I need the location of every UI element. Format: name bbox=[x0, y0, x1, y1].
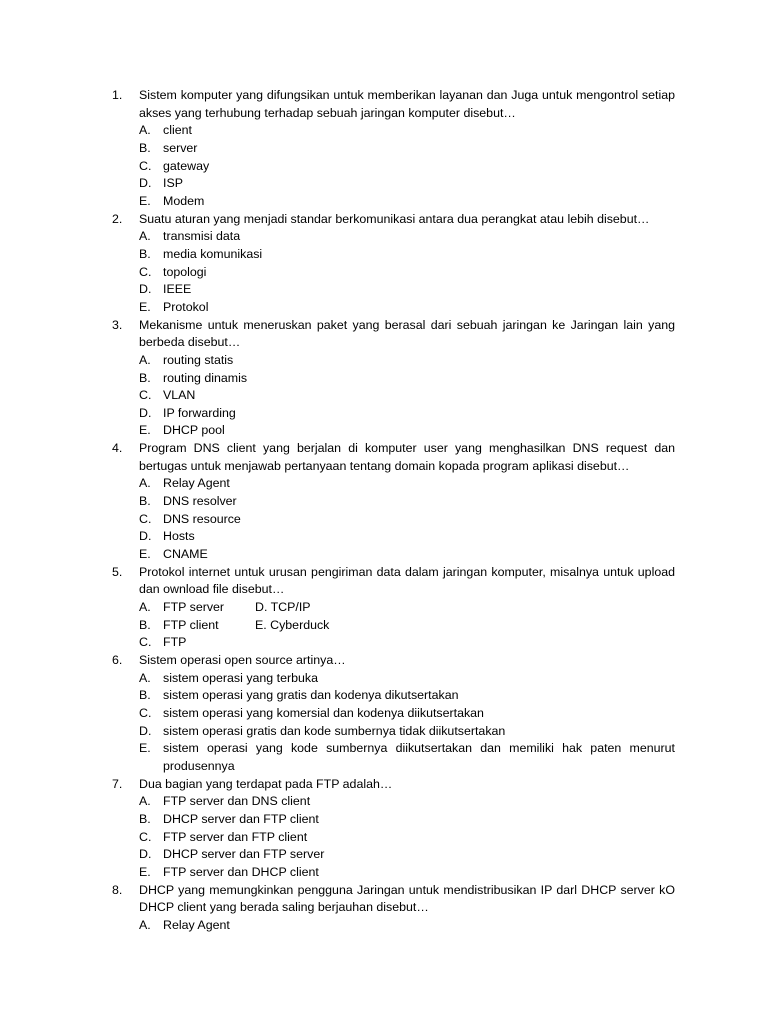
option-text: E. Cyberduck bbox=[255, 617, 330, 632]
option-text: routing dinamis bbox=[163, 370, 248, 385]
option-b bbox=[139, 493, 675, 511]
option-c bbox=[139, 387, 675, 405]
option-text: Relay Agent bbox=[163, 917, 230, 932]
option-letter: A. bbox=[139, 794, 151, 809]
question-number: 4. bbox=[112, 441, 123, 456]
question-6 bbox=[112, 652, 675, 776]
question-4 bbox=[112, 440, 675, 564]
option-letter: A. bbox=[139, 352, 151, 367]
option-b bbox=[139, 811, 675, 829]
option-letter: D. bbox=[139, 529, 152, 544]
option-text: sistem operasi yang gratis dan kodenya dikutsertakan bbox=[163, 688, 459, 703]
option-text: media komunikasi bbox=[163, 246, 263, 261]
option-letter: A. bbox=[139, 670, 151, 685]
question-number: 6. bbox=[112, 653, 123, 667]
option-e bbox=[139, 193, 675, 211]
question-number: 3. bbox=[112, 317, 123, 332]
option-letter: D. bbox=[139, 282, 152, 297]
option-text: server bbox=[163, 140, 198, 155]
option-c bbox=[139, 705, 675, 723]
option-text: DHCP server dan FTP server bbox=[163, 847, 325, 862]
option-c bbox=[139, 264, 675, 282]
question-number: 5. bbox=[112, 564, 123, 579]
question-body bbox=[139, 317, 675, 441]
option-letter: D. bbox=[139, 405, 152, 420]
option-letter: D. bbox=[139, 723, 152, 738]
option-b bbox=[139, 246, 675, 264]
question-number: 2. bbox=[112, 211, 123, 226]
option-a bbox=[139, 228, 675, 246]
option-letter: B. bbox=[139, 246, 151, 261]
option-e bbox=[139, 546, 675, 564]
option-letter: E. bbox=[139, 741, 151, 756]
option-d bbox=[139, 175, 675, 193]
option-text: FTP bbox=[163, 635, 187, 650]
option-letter: C. bbox=[139, 158, 152, 173]
question-text: Sistem operasi open source artinya… bbox=[139, 653, 346, 667]
option-text: transmisi data bbox=[163, 229, 241, 244]
option-text: D. TCP/IP bbox=[255, 600, 311, 615]
option-text: sistem operasi yang kode sumbernya diikutsertakan dan memiliki hak paten menurut produsennya bbox=[163, 741, 675, 773]
option-text: FTP server dan DNS client bbox=[163, 794, 311, 809]
option-d bbox=[139, 528, 675, 546]
option-letter: E. bbox=[139, 299, 151, 314]
option-b bbox=[139, 617, 255, 635]
option-text: DNS resource bbox=[163, 511, 241, 526]
option-letter: E. bbox=[139, 423, 151, 438]
option-row bbox=[139, 634, 675, 652]
question-body bbox=[139, 882, 675, 935]
option-d bbox=[255, 599, 311, 617]
option-e bbox=[139, 864, 675, 882]
question-body bbox=[139, 440, 675, 564]
option-a bbox=[139, 122, 675, 140]
option-e bbox=[139, 299, 675, 317]
option-text: IEEE bbox=[163, 282, 192, 297]
option-text: gateway bbox=[163, 158, 210, 173]
option-a bbox=[139, 793, 675, 811]
option-a bbox=[139, 352, 675, 370]
option-letter: B. bbox=[139, 494, 151, 509]
option-row bbox=[139, 599, 675, 617]
option-text: FTP server dan DHCP client bbox=[163, 864, 319, 879]
question-8 bbox=[112, 882, 675, 935]
option-letter: B. bbox=[139, 617, 151, 632]
option-text: sistem operasi yang terbuka bbox=[163, 670, 318, 685]
option-b bbox=[139, 370, 675, 388]
question-5 bbox=[112, 564, 675, 652]
option-a bbox=[139, 599, 255, 617]
option-text: DNS resolver bbox=[163, 494, 237, 509]
question-number: 1. bbox=[112, 88, 123, 102]
option-letter: C. bbox=[139, 511, 152, 526]
option-text: FTP server dan FTP client bbox=[163, 829, 308, 844]
question-body bbox=[139, 776, 675, 882]
option-e bbox=[139, 422, 675, 440]
option-letter: A. bbox=[139, 476, 151, 491]
question-body bbox=[139, 652, 675, 776]
option-text: Relay Agent bbox=[163, 476, 230, 491]
option-text: DHCP pool bbox=[163, 423, 225, 438]
option-letter: A. bbox=[139, 123, 151, 138]
question-number: 8. bbox=[112, 882, 123, 897]
question-1 bbox=[112, 87, 675, 211]
option-text: sistem operasi gratis dan kode sumbernya tidak diikutsertakan bbox=[163, 723, 506, 738]
option-text: FTP server bbox=[163, 600, 225, 615]
option-text: sistem operasi yang komersial dan kodenya diikutsertakan bbox=[163, 705, 484, 720]
option-c bbox=[139, 829, 675, 847]
option-letter: A. bbox=[139, 917, 151, 932]
option-c bbox=[139, 158, 675, 176]
option-letter: D. bbox=[139, 847, 152, 862]
question-number: 7. bbox=[112, 776, 123, 791]
option-a bbox=[139, 670, 675, 688]
option-letter: D. bbox=[139, 176, 152, 191]
question-body bbox=[139, 87, 675, 211]
option-text: FTP client bbox=[163, 617, 219, 632]
question-text: Program DNS client yang berjalan di komputer user yang menghasilkan DNS request dan bertugas untuk menjawab pertanyaan tentang domain kopada program aplikasi disebut… bbox=[139, 441, 675, 473]
option-d bbox=[139, 846, 675, 864]
question-2 bbox=[112, 211, 675, 317]
question-text: Dua bagian yang terdapat pada FTP adalah… bbox=[139, 776, 393, 791]
option-d bbox=[139, 281, 675, 299]
option-letter: C. bbox=[139, 264, 152, 279]
option-text: Hosts bbox=[163, 529, 195, 544]
option-letter: C. bbox=[139, 388, 152, 403]
option-row bbox=[139, 617, 675, 635]
question-text: Protokol internet untuk urusan pengiriman data dalam jaringan komputer, misalnya untuk upload dan ownload file disebut… bbox=[139, 564, 675, 597]
option-b bbox=[139, 140, 675, 158]
option-text: DHCP server dan FTP client bbox=[163, 811, 319, 826]
option-text: routing statis bbox=[163, 352, 234, 367]
option-a bbox=[139, 475, 675, 493]
option-letter: E. bbox=[139, 193, 151, 208]
option-d bbox=[139, 405, 675, 423]
option-text: VLAN bbox=[163, 388, 196, 403]
option-text: topologi bbox=[163, 264, 207, 279]
option-text: ISP bbox=[163, 176, 183, 191]
option-letter: B. bbox=[139, 688, 151, 703]
option-letter: C. bbox=[139, 705, 152, 720]
option-letter: B. bbox=[139, 140, 151, 155]
option-letter: A. bbox=[139, 229, 151, 244]
option-text: client bbox=[163, 123, 192, 138]
option-a bbox=[139, 917, 675, 935]
option-text: Modem bbox=[163, 193, 205, 208]
option-c bbox=[139, 634, 255, 652]
option-c bbox=[139, 511, 675, 529]
option-d bbox=[139, 723, 675, 741]
option-text: IP forwarding bbox=[163, 405, 236, 420]
option-letter: E. bbox=[139, 864, 151, 879]
question-3 bbox=[112, 317, 675, 441]
question-list bbox=[112, 87, 675, 935]
option-letter: C. bbox=[139, 635, 152, 650]
option-letter: B. bbox=[139, 370, 151, 385]
question-text: Suatu aturan yang menjadi standar berkomunikasi antara dua perangkat atau lebih disebut… bbox=[139, 211, 650, 226]
question-text: Mekanisme untuk meneruskan paket yang berasal dari sebuah jaringan ke Jaringan lain yang berbeda disebut… bbox=[139, 317, 675, 350]
option-letter: B. bbox=[139, 811, 151, 826]
question-body bbox=[139, 211, 675, 317]
option-letter: E. bbox=[139, 547, 151, 562]
option-letter: A. bbox=[139, 600, 151, 615]
question-7 bbox=[112, 776, 675, 882]
option-text: CNAME bbox=[163, 547, 208, 562]
option-b bbox=[139, 687, 675, 705]
option-text: Protokol bbox=[163, 299, 209, 314]
question-text: DHCP yang memungkinkan pengguna Jaringan untuk mendistribusikan IP darl DHCP server kO DHCP client yang berada saling berjauhan disebut… bbox=[139, 882, 675, 915]
option-e bbox=[255, 617, 329, 635]
option-letter: C. bbox=[139, 829, 152, 844]
option-e bbox=[139, 740, 675, 775]
question-text: Sistem komputer yang difungsikan untuk memberikan layanan dan Juga untuk mengontrol setiap akses yang terhubung terhadap sebuah jaringan komputer disebut… bbox=[139, 88, 675, 120]
question-body bbox=[139, 564, 675, 652]
